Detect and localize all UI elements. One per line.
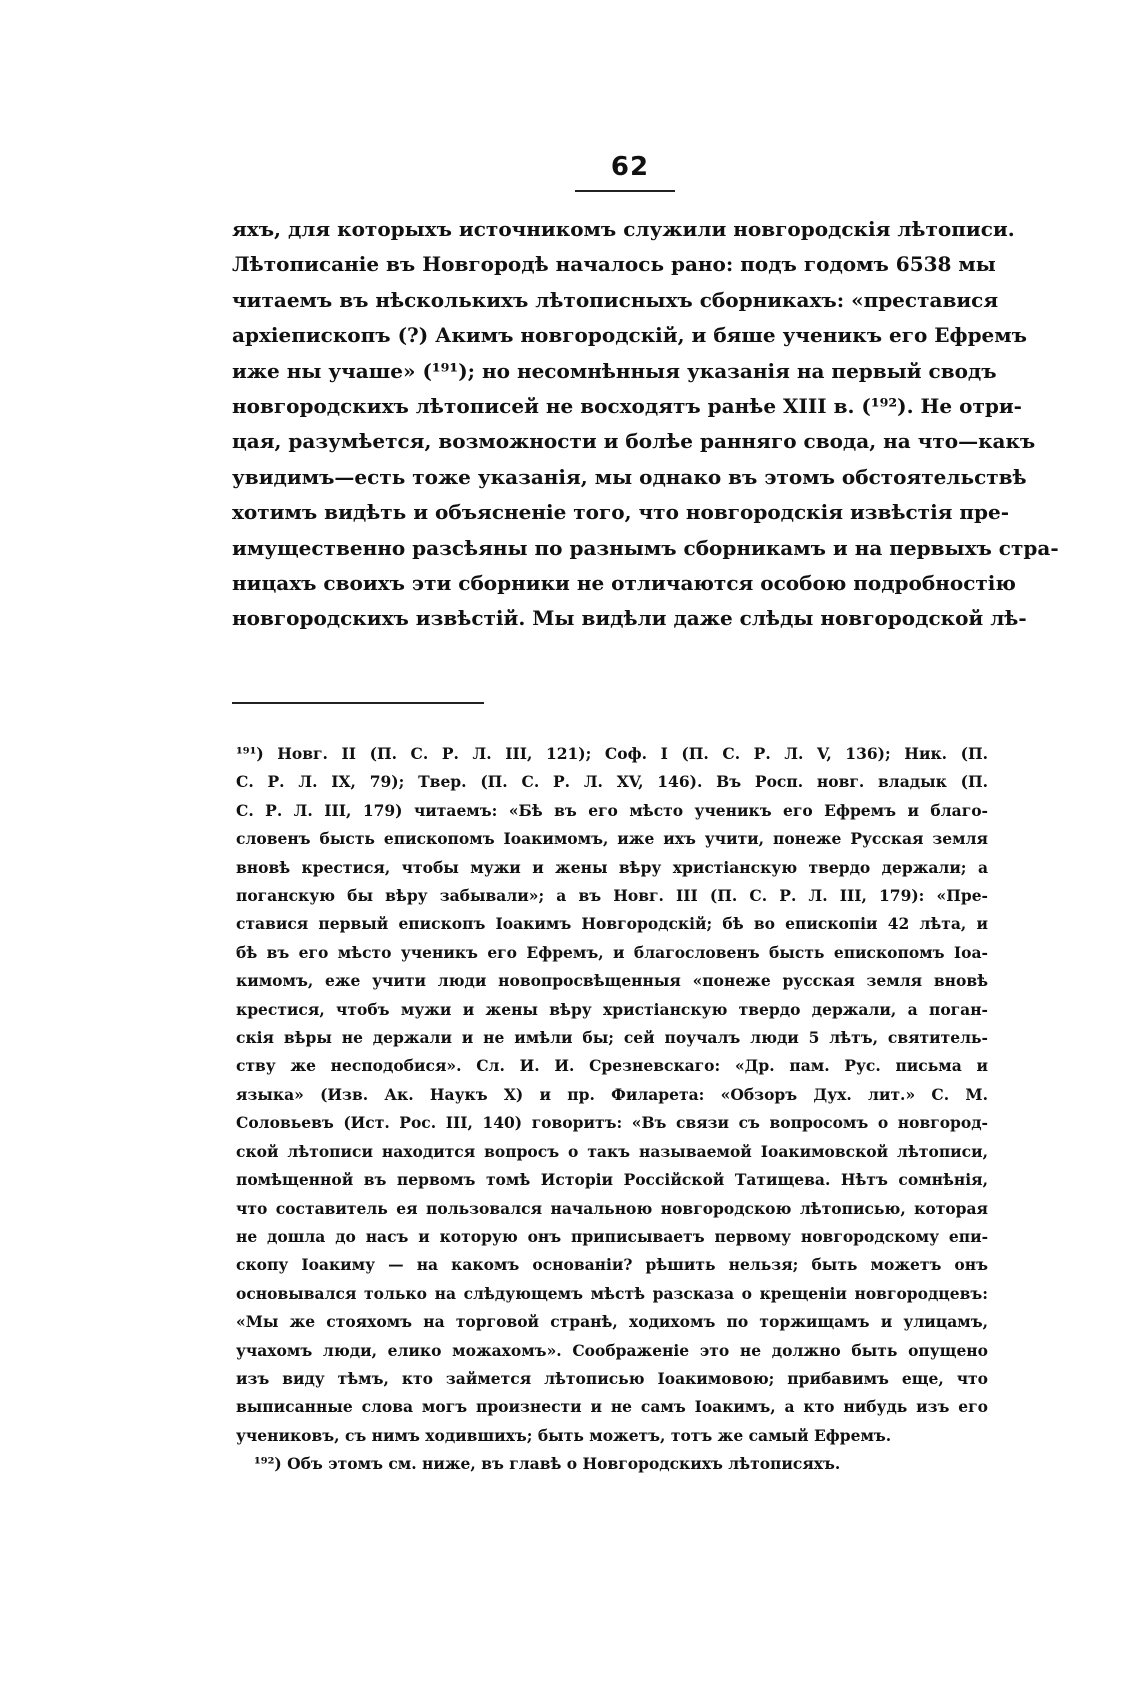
page-number-rule [575,190,675,192]
main-text-line: иже ны учаше» (¹⁹¹); но несомнѣнныя указанія на первый сводъ [232,358,997,383]
footnote-line: скія вѣры не держали и не имѣли бы; сей поучалъ люди 5 лѣтъ, святитель- [236,1028,988,1048]
page-number: 62 [610,152,650,182]
footnote-line: скопу Іоакиму — на какомъ основаніи? рѣшить нельзя; быть можетъ онъ [236,1255,988,1275]
footnote-line: изъ виду тѣмъ, кто займется лѣтописью Іоакимовою; прибавимъ еще, что [236,1368,988,1388]
main-text-line: Лѣтописаніе въ Новгородѣ началось рано: подъ годомъ 6538 мы [232,252,996,277]
footnote-line: ской лѣтописи находится вопросъ о такъ называемой Іоакимовской лѣтописи, [236,1141,988,1161]
footnotes-block [236,740,988,1479]
footnote-line: крестися, чтобъ мужи и жены вѣру христіанскую твердо держали, а поган- [236,999,988,1019]
footnote-separator [232,702,484,704]
main-text-line: увидимъ—есть тоже указанія, мы однако въ этомъ обстоятельствѣ [232,464,1027,489]
main-text-line: архіепископъ (?) Акимъ новгородскій, и бяше ученикъ его Ефремъ [232,323,1027,348]
footnote-line: ставися первый епископъ Іоакимъ Новгородскій; бѣ во епископіи 42 лѣта, и [236,914,988,934]
main-text-line: яхъ, для которыхъ источникомъ служили новгородскія лѣтописи. [232,217,1015,241]
main-text-line: новгородскихъ извѣстій. Мы видѣли даже слѣды новгородской лѣ- [232,606,1027,631]
footnote-line: Соловьевъ (Ист. Рос. III, 140) говоритъ: «Въ связи съ вопросомъ о новгород- [236,1113,988,1133]
footnote-line: ¹⁹²) Объ этомъ см. ниже, въ главѣ о Новгородскихъ лѣтописяхъ. [254,1454,841,1474]
main-text-block [232,212,1059,637]
footnote-line: учахомъ люди, елико можахомъ». Соображеніе это не должно быть опущено [236,1340,988,1360]
footnote-line: кимомъ, еже учити люди новопросвѣщенныя «понеже русская земля вновѣ [236,971,988,991]
footnote-line: учениковъ, съ нимъ ходившихъ; быть можетъ, тотъ же самый Ефремъ. [236,1425,892,1445]
footnote-line: не дошла до насъ и которую онъ приписываетъ первому новгородскому епи- [236,1226,988,1246]
footnote-line: языка» (Изв. Ак. Наукъ X) и пр. Филарета: «Обзоръ Дух. лит.» С. М. [236,1084,988,1104]
footnote-line: бѣ въ его мѣсто ученикъ его Ефремъ, и благословенъ бысть епископомъ Іоа- [236,942,988,962]
footnote-line: поганскую бы вѣру забывали»; а въ Новг. III (П. С. Р. Л. III, 179): «Пре- [236,886,988,906]
footnote-line: С. Р. Л. III, 179) читаемъ: «Бѣ въ его мѣсто ученикъ его Ефремъ и благо- [236,800,988,820]
footnote-line: словенъ бысть епископомъ Іоакимомъ, иже ихъ учити, понеже Русская земля [236,829,988,849]
footnote-line: помѣщенной въ первомъ томѣ Исторіи Россійской Татищева. Нѣтъ сомнѣнія, [236,1170,988,1190]
main-text-line: ницахъ своихъ эти сборники не отличаются особою подробностію [232,571,1016,596]
main-text-line: цая, разумѣется, возможности и болѣе ранняго свода, на что—какъ [232,429,1036,454]
main-text-line: имущественно разсѣяны по разнымъ сборникамъ и на первыхъ стра- [232,535,1059,560]
footnote-line: вновѣ крестися, чтобы мужи и жены вѣру христіанскую твердо держали; а [236,857,988,877]
footnote-line: ¹⁹¹) Новг. II (П. С. Р. Л. III, 121); Соф. I (П. С. Р. Л. V, 136); Ник. (П. [236,744,988,763]
main-text-line: читаемъ въ нѣсколькихъ лѣтописныхъ сборникахъ: «преставися [232,287,999,312]
main-text-line: новгородскихъ лѣтописей не восходятъ ранѣе XIII в. (¹⁹²). Не отри- [232,394,1022,419]
footnote-line: С. Р. Л. IX, 79); Твер. (П. С. Р. Л. XV, 146). Въ Росп. новг. владык (П. [236,772,988,792]
footnote-line: ству же несподобися». Сл. И. И. Срезневскаго: «Др. пам. Рус. письма и [236,1056,988,1076]
main-text-line: хотимъ видѣть и объясненіе того, что новгородскія извѣстія пре- [232,500,1010,525]
footnote-line: основывался только на слѣдующемъ мѣстѣ разсказа о крещеніи новгородцевъ: [236,1283,988,1303]
footnote-line: что составитель ея пользовался начальною новгородскою лѣтописью, которая [236,1198,988,1218]
footnote-line: «Мы же стояхомъ на торговой странѣ, ходихомъ по торжищамъ и улицамъ, [236,1312,988,1332]
footnote-line: выписанные слова могъ произнести и не самъ Іоакимъ, а кто нибудь изъ его [236,1397,988,1417]
